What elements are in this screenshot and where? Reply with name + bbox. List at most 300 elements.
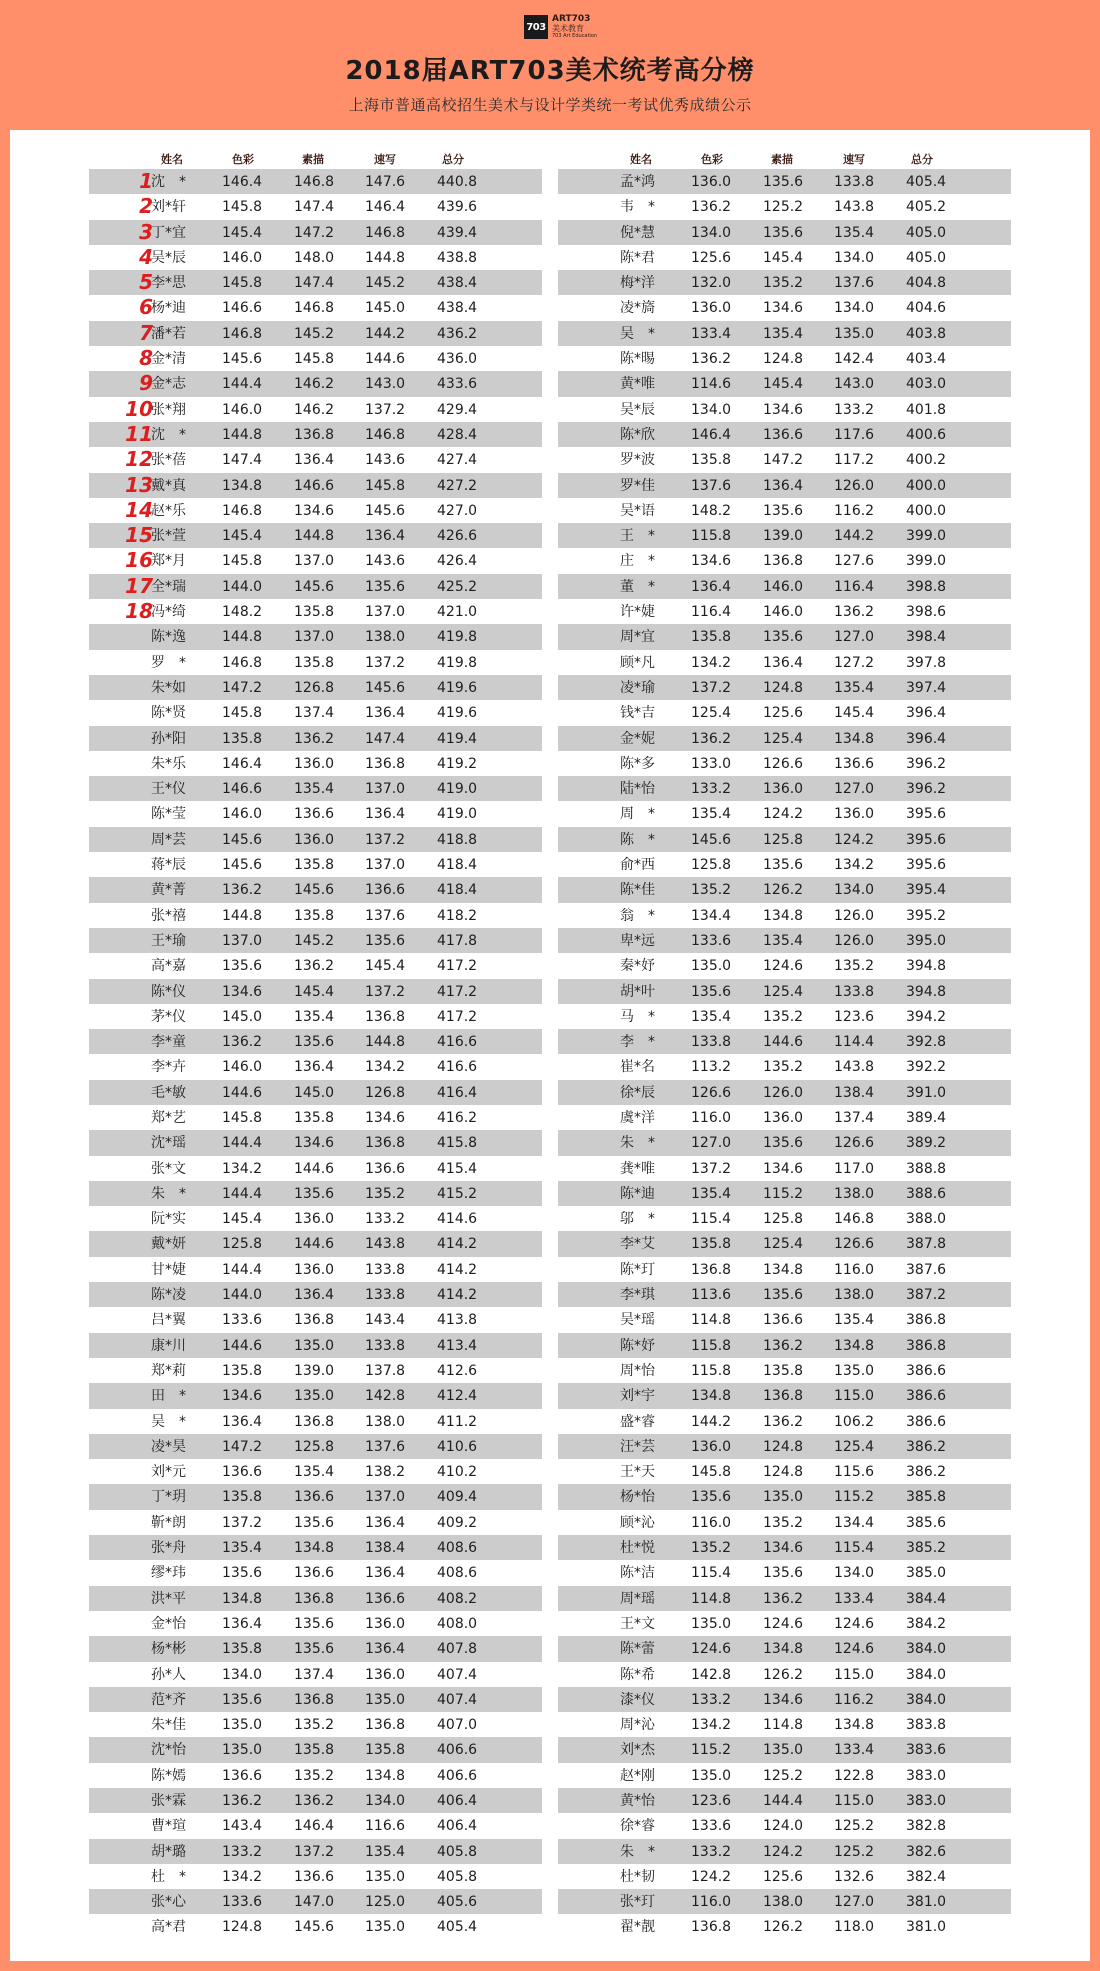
score-total: 407.4: [437, 1691, 478, 1708]
score-quick-sketch: 134.2: [834, 857, 875, 874]
score-quick-sketch: 136.4: [365, 806, 406, 823]
student-name: 郑*月: [151, 553, 186, 570]
student-name: 邬 *: [620, 1211, 655, 1228]
score-color: 146.0: [222, 1059, 263, 1076]
score-sketch: 135.2: [294, 1717, 335, 1734]
score-color: 148.2: [222, 604, 263, 621]
student-name: 茅*仪: [151, 1008, 186, 1025]
table-row: [89, 1712, 542, 1737]
score-quick-sketch: 137.0: [365, 604, 406, 621]
student-name: 全*瑞: [151, 578, 186, 595]
score-quick-sketch: 135.0: [834, 325, 875, 342]
score-color: 115.4: [691, 1211, 732, 1228]
score-total: 407.8: [437, 1641, 478, 1658]
score-color: 136.8: [691, 1919, 732, 1936]
score-total: 418.8: [437, 831, 478, 848]
score-quick-sketch: 135.6: [365, 578, 406, 595]
score-quick-sketch: 116.4: [834, 578, 875, 595]
score-total: 408.6: [437, 1565, 478, 1582]
student-name: 丁*宜: [151, 224, 186, 241]
score-color: 136.2: [691, 199, 732, 216]
student-name: 高*君: [151, 1919, 186, 1936]
score-sketch: 135.4: [763, 932, 804, 949]
table-row: [89, 1054, 542, 1079]
ranking-column-left: [89, 149, 542, 1940]
score-total: 419.8: [437, 629, 478, 646]
table-row: [89, 1434, 542, 1459]
score-sketch: 124.6: [763, 1615, 804, 1632]
score-quick-sketch: 133.8: [834, 174, 875, 190]
student-name: 李*琪: [620, 1287, 655, 1304]
student-name: 李 *: [620, 1034, 655, 1051]
student-name: 翁 *: [620, 907, 655, 924]
table-row: [89, 1333, 542, 1358]
score-color: 116.0: [691, 1514, 732, 1531]
table-row: [558, 1181, 1011, 1206]
table-row: [89, 498, 542, 523]
score-quick-sketch: 136.8: [365, 1717, 406, 1734]
score-quick-sketch: 136.6: [834, 755, 875, 772]
score-color: 134.0: [222, 1666, 263, 1683]
score-total: 438.4: [437, 300, 478, 317]
score-color: 125.4: [691, 705, 732, 722]
rank-number: 14: [125, 497, 153, 522]
score-sketch: 135.4: [294, 781, 335, 798]
score-sketch: 136.2: [294, 958, 335, 975]
table-row: [89, 1409, 542, 1434]
score-sketch: 135.6: [763, 1565, 804, 1582]
score-total: 427.0: [437, 502, 478, 519]
student-name: 郑*艺: [151, 1109, 186, 1126]
score-total: 403.4: [906, 351, 947, 368]
score-sketch: 136.6: [294, 1565, 335, 1582]
table-row: [558, 1484, 1011, 1509]
score-sketch: 126.2: [763, 882, 804, 899]
score-color: 136.0: [691, 174, 732, 190]
score-sketch: 124.8: [763, 351, 804, 368]
table-row: [558, 548, 1011, 573]
score-quick-sketch: 136.8: [365, 1135, 406, 1152]
score-total: 386.8: [906, 1337, 947, 1354]
score-total: 417.2: [437, 958, 478, 975]
score-total: 395.6: [906, 806, 947, 823]
student-name: 黄*怡: [620, 1793, 655, 1809]
score-total: 387.2: [906, 1287, 947, 1304]
score-sketch: 135.4: [294, 1008, 335, 1025]
score-color: 135.0: [691, 1767, 732, 1784]
table-row: [89, 1130, 542, 1155]
table-row: [89, 726, 542, 751]
score-color: 124.2: [691, 1868, 732, 1885]
score-color: 145.8: [691, 1464, 732, 1481]
score-quick-sketch: 127.2: [834, 654, 875, 671]
score-quick-sketch: 115.0: [834, 1666, 875, 1683]
score-color: 134.6: [222, 1388, 263, 1405]
score-total: 419.0: [437, 806, 478, 823]
table-row: [558, 827, 1011, 852]
score-sketch: 145.4: [294, 983, 335, 1000]
table-row: [558, 1712, 1011, 1737]
rank-number: 5: [139, 270, 153, 295]
table-row: [558, 371, 1011, 396]
score-quick-sketch: 143.8: [834, 1059, 875, 1076]
score-total: 386.8: [906, 1312, 947, 1329]
score-color: 145.6: [222, 831, 263, 848]
student-name: 顾*沁: [620, 1514, 655, 1531]
score-sketch: 136.8: [763, 1388, 804, 1405]
score-quick-sketch: 126.0: [834, 932, 875, 949]
logo-line3: 703 Art Education: [552, 33, 598, 39]
score-quick-sketch: 134.2: [365, 1059, 406, 1076]
score-total: 381.0: [906, 1894, 947, 1911]
score-sketch: 139.0: [763, 528, 804, 545]
score-sketch: 137.2: [294, 1843, 335, 1860]
score-quick-sketch: 137.2: [365, 401, 406, 418]
student-name: 张*禧: [151, 907, 186, 924]
score-color: 115.8: [691, 1337, 732, 1354]
table-row: [89, 700, 542, 725]
score-sketch: 134.6: [763, 1691, 804, 1708]
table-row: [558, 1763, 1011, 1788]
header-color: 色彩: [232, 153, 254, 166]
score-quick-sketch: 147.6: [365, 174, 406, 190]
score-sketch: 136.8: [763, 553, 804, 570]
score-total: 415.2: [437, 1185, 478, 1202]
score-color: 136.8: [691, 1261, 732, 1278]
score-total: 388.6: [906, 1185, 947, 1202]
score-total: 416.6: [437, 1059, 478, 1076]
score-total: 386.2: [906, 1464, 947, 1481]
score-color: 133.6: [691, 932, 732, 949]
table-row: [89, 321, 542, 346]
table-row: [558, 776, 1011, 801]
table-row: [558, 1029, 1011, 1054]
score-color: 132.0: [691, 275, 732, 292]
score-color: 146.0: [222, 806, 263, 823]
page-subtitle: 上海市普通高校招生美术与设计学类统一考试优秀成绩公示: [348, 96, 752, 114]
score-color: 123.6: [691, 1793, 732, 1809]
score-quick-sketch: 145.6: [365, 679, 406, 696]
score-color: 145.8: [222, 1109, 263, 1126]
score-color: 133.0: [691, 755, 732, 772]
score-quick-sketch: 138.0: [365, 629, 406, 646]
student-name: 张*霖: [151, 1793, 186, 1809]
score-sketch: 145.2: [294, 325, 335, 342]
rank-number: 3: [139, 219, 153, 244]
score-total: 417.8: [437, 932, 478, 949]
student-name: 吴 *: [620, 325, 655, 342]
table-row: [558, 1813, 1011, 1838]
score-total: 385.8: [906, 1489, 947, 1506]
score-quick-sketch: 135.0: [365, 1919, 406, 1936]
score-quick-sketch: 123.6: [834, 1008, 875, 1025]
student-name: 陈*欣: [620, 426, 655, 443]
student-name: 凌*瑜: [620, 679, 655, 696]
student-name: 杜*悦: [620, 1540, 655, 1557]
student-name: 李*思: [151, 275, 186, 292]
score-quick-sketch: 117.2: [834, 452, 875, 469]
score-total: 405.4: [906, 174, 947, 190]
score-total: 383.0: [906, 1793, 947, 1809]
table-row: [558, 1080, 1011, 1105]
score-total: 405.0: [906, 224, 947, 241]
score-color: 136.2: [222, 1793, 263, 1809]
score-quick-sketch: 124.6: [834, 1641, 875, 1658]
table-row: [558, 473, 1011, 498]
student-name: 缪*玮: [151, 1565, 186, 1582]
table-row: [89, 1004, 542, 1029]
score-quick-sketch: 136.4: [365, 528, 406, 545]
score-sketch: 126.8: [294, 679, 335, 696]
table-row: [558, 979, 1011, 1004]
student-name: 李*卉: [151, 1059, 186, 1076]
score-quick-sketch: 133.2: [365, 1211, 406, 1228]
table-row: [89, 776, 542, 801]
score-color: 127.0: [691, 1135, 732, 1152]
score-quick-sketch: 143.6: [365, 553, 406, 570]
score-color: 145.6: [222, 351, 263, 368]
rank-number: 1: [139, 169, 153, 193]
score-total: 417.2: [437, 1008, 478, 1025]
score-quick-sketch: 127.0: [834, 1894, 875, 1911]
score-sketch: 135.4: [294, 1464, 335, 1481]
table-row: [89, 1839, 542, 1864]
student-name: 朱*如: [151, 679, 186, 696]
table-row: [89, 1763, 542, 1788]
score-total: 382.4: [906, 1868, 947, 1885]
score-sketch: 146.8: [294, 300, 335, 317]
score-quick-sketch: 115.6: [834, 1464, 875, 1481]
score-total: 408.2: [437, 1590, 478, 1607]
table-row: [89, 548, 542, 573]
score-color: 145.4: [222, 224, 263, 241]
score-sketch: 135.2: [763, 1008, 804, 1025]
score-sketch: 135.4: [763, 325, 804, 342]
score-sketch: 125.2: [763, 199, 804, 216]
score-total: 382.8: [906, 1818, 947, 1835]
student-name: 沈*瑶: [151, 1135, 186, 1152]
score-sketch: 136.4: [763, 654, 804, 671]
student-name: 朱*乐: [151, 755, 186, 772]
score-quick-sketch: 117.6: [834, 426, 875, 443]
score-total: 383.8: [906, 1717, 947, 1734]
student-name: 吴*辰: [151, 249, 186, 266]
score-total: 388.8: [906, 1160, 947, 1177]
student-name: 马 *: [620, 1008, 655, 1025]
student-name: 朱 *: [151, 1185, 186, 1202]
score-sketch: 125.4: [763, 1236, 804, 1253]
score-sketch: 135.0: [294, 1388, 335, 1405]
score-sketch: 136.8: [294, 426, 335, 443]
score-total: 419.2: [437, 755, 478, 772]
table-row: [558, 1560, 1011, 1585]
table-row: [558, 1383, 1011, 1408]
score-color: 125.8: [691, 857, 732, 874]
score-quick-sketch: 135.2: [365, 1185, 406, 1202]
score-quick-sketch: 133.2: [834, 401, 875, 418]
table-row: [89, 852, 542, 877]
score-sketch: 125.8: [763, 831, 804, 848]
table-row: [89, 624, 542, 649]
table-row: [558, 1889, 1011, 1914]
score-sketch: 136.8: [294, 1691, 335, 1708]
header: [0, 0, 1100, 130]
score-total: 410.2: [437, 1464, 478, 1481]
student-name: 陈*洁: [620, 1565, 655, 1582]
table-row: [558, 1839, 1011, 1864]
table-row: [558, 1914, 1011, 1939]
student-name: 吴 *: [151, 1413, 186, 1430]
student-name: 陈*多: [620, 755, 655, 772]
score-quick-sketch: 118.0: [834, 1919, 875, 1936]
table-row: [89, 1864, 542, 1889]
score-quick-sketch: 134.0: [834, 249, 875, 266]
table-row: [558, 599, 1011, 624]
score-total: 416.6: [437, 1034, 478, 1051]
score-total: 401.8: [906, 401, 947, 418]
score-color: 146.0: [222, 401, 263, 418]
score-color: 144.8: [222, 907, 263, 924]
score-sketch: 135.2: [763, 1514, 804, 1531]
table-row: [89, 1181, 542, 1206]
score-sketch: 139.0: [294, 1362, 335, 1379]
score-quick-sketch: 135.4: [365, 1843, 406, 1860]
student-name: 杨*怡: [620, 1489, 655, 1506]
score-quick-sketch: 135.4: [834, 1312, 875, 1329]
score-color: 144.6: [222, 1337, 263, 1354]
score-total: 411.2: [437, 1413, 478, 1430]
score-sketch: 124.6: [763, 958, 804, 975]
column-header-row: [89, 149, 542, 169]
table-row: [558, 726, 1011, 751]
table-row: [558, 194, 1011, 219]
score-color: 135.8: [222, 1362, 263, 1379]
score-quick-sketch: 134.0: [834, 300, 875, 317]
score-quick-sketch: 143.8: [834, 199, 875, 216]
student-name: 金*怡: [151, 1615, 186, 1632]
score-color: 147.2: [222, 1438, 263, 1455]
student-name: 凌*旖: [620, 300, 655, 317]
score-sketch: 126.6: [763, 755, 804, 772]
score-color: 126.6: [691, 1084, 732, 1101]
score-total: 399.0: [906, 553, 947, 570]
score-quick-sketch: 127.0: [834, 781, 875, 798]
score-total: 406.6: [437, 1742, 478, 1759]
score-quick-sketch: 134.8: [365, 1767, 406, 1784]
table-row: [558, 801, 1011, 826]
score-color: 135.0: [691, 1615, 732, 1632]
student-name: 罗*波: [620, 452, 655, 469]
score-quick-sketch: 134.0: [834, 882, 875, 899]
score-color: 114.6: [691, 376, 732, 393]
table-row: [558, 1737, 1011, 1762]
student-name: 徐*睿: [620, 1818, 655, 1835]
score-sketch: 136.2: [763, 1337, 804, 1354]
score-total: 394.8: [906, 958, 947, 975]
table-row: [89, 1636, 542, 1661]
score-sketch: 135.0: [294, 1337, 335, 1354]
rank-number: 12: [125, 447, 153, 472]
score-color: 146.8: [222, 502, 263, 519]
student-name: 沈*怡: [151, 1742, 186, 1759]
score-total: 414.6: [437, 1211, 478, 1228]
score-sketch: 137.4: [294, 705, 335, 722]
score-total: 410.6: [437, 1438, 478, 1455]
score-color: 115.4: [691, 1565, 732, 1582]
student-name: 吴*辰: [620, 401, 655, 418]
table-row: [89, 953, 542, 978]
score-total: 421.0: [437, 604, 478, 621]
student-name: 孙*阳: [151, 730, 186, 747]
score-quick-sketch: 137.6: [365, 1438, 406, 1455]
table-row: [558, 220, 1011, 245]
score-sketch: 147.0: [294, 1894, 335, 1911]
student-name: 陈*贤: [151, 705, 186, 722]
score-quick-sketch: 114.4: [834, 1034, 875, 1051]
score-total: 396.2: [906, 781, 947, 798]
score-quick-sketch: 106.2: [834, 1413, 875, 1430]
score-sketch: 135.6: [294, 1514, 335, 1531]
score-color: 135.6: [222, 1565, 263, 1582]
score-color: 145.8: [222, 553, 263, 570]
score-quick-sketch: 136.0: [834, 806, 875, 823]
score-sketch: 147.4: [294, 199, 335, 216]
student-name: 陈*凌: [151, 1287, 186, 1304]
score-color: 144.8: [222, 629, 263, 646]
student-name: 赵*刚: [620, 1767, 655, 1784]
table-row: [558, 877, 1011, 902]
student-name: 杨*彬: [151, 1641, 186, 1658]
student-name: 王 *: [620, 528, 655, 545]
score-sketch: 115.2: [763, 1185, 804, 1202]
table-row: [89, 270, 542, 295]
score-color: 147.2: [222, 679, 263, 696]
score-total: 405.2: [906, 199, 947, 216]
score-color: 148.2: [691, 502, 732, 519]
table-row: [89, 1459, 542, 1484]
student-name: 黄*菁: [151, 882, 186, 899]
score-total: 384.0: [906, 1641, 947, 1658]
header-quick-sketch: 速写: [843, 153, 865, 166]
score-sketch: 124.0: [763, 1818, 804, 1835]
student-name: 梅*洋: [620, 275, 655, 292]
score-quick-sketch: 135.8: [365, 1742, 406, 1759]
score-total: 408.0: [437, 1615, 478, 1632]
score-total: 385.2: [906, 1540, 947, 1557]
score-color: 137.2: [691, 1160, 732, 1177]
score-quick-sketch: 142.8: [365, 1388, 406, 1405]
score-total: 427.4: [437, 452, 478, 469]
score-color: 135.2: [691, 1540, 732, 1557]
score-total: 419.6: [437, 679, 478, 696]
score-quick-sketch: 135.4: [834, 679, 875, 696]
score-total: 396.2: [906, 755, 947, 772]
table-row: [89, 245, 542, 270]
score-quick-sketch: 115.2: [834, 1489, 875, 1506]
score-sketch: 135.2: [763, 275, 804, 292]
score-sketch: 134.6: [294, 502, 335, 519]
student-name: 罗*佳: [620, 477, 655, 494]
table-row: [558, 523, 1011, 548]
score-total: 391.0: [906, 1084, 947, 1101]
score-color: 133.2: [691, 1691, 732, 1708]
score-total: 384.0: [906, 1666, 947, 1683]
score-color: 116.0: [691, 1894, 732, 1911]
score-color: 133.2: [691, 781, 732, 798]
score-total: 436.0: [437, 351, 478, 368]
score-sketch: 134.6: [763, 300, 804, 317]
header-quick-sketch: 速写: [374, 153, 396, 166]
